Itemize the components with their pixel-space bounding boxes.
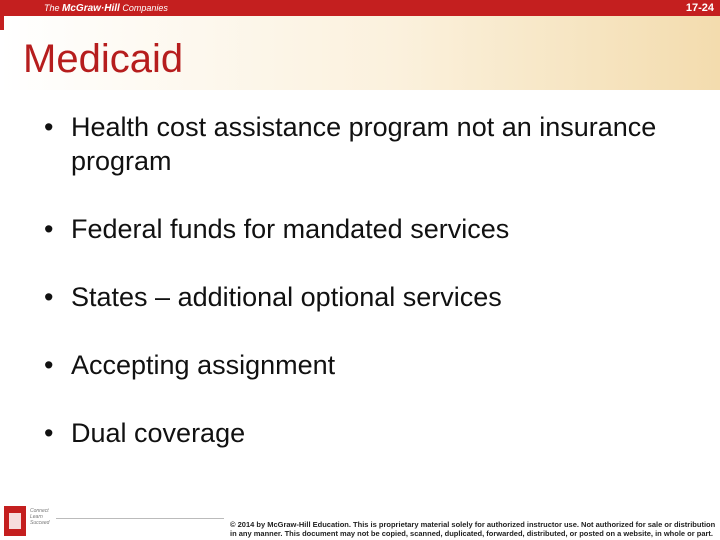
bullet-text: Accepting assignment bbox=[71, 350, 336, 380]
bullet-list bbox=[44, 110, 684, 484]
bullet-item bbox=[44, 110, 684, 178]
copyright-notice: © 2014 by McGraw-Hill Education. This is proprietary material solely for authorized instructor use. Not authorized for sale or distribution in any manner. This document may not be copied, scanned, duplicated, forwarded, distributed, or posted on a website, in whole or part. bbox=[230, 520, 716, 538]
bullet-item bbox=[44, 348, 684, 382]
footer-divider bbox=[56, 518, 224, 519]
bullet-item bbox=[44, 212, 684, 246]
bullet-text: Federal funds for mandated services bbox=[71, 214, 510, 244]
bullet-text: Dual coverage bbox=[71, 418, 246, 448]
mcgraw-hill-logo-icon bbox=[4, 506, 26, 536]
header-bar bbox=[0, 0, 720, 16]
bullet-item bbox=[44, 280, 684, 314]
brand-name: McGraw·Hill bbox=[62, 3, 120, 14]
bullet-item bbox=[44, 416, 684, 450]
brand-suffix: Companies bbox=[122, 3, 168, 13]
publisher-brand bbox=[44, 1, 168, 15]
side-accent bbox=[0, 16, 4, 30]
bullet-dot-icon: • bbox=[44, 350, 54, 380]
bullet-dot-icon: • bbox=[44, 112, 54, 142]
brand-prefix: The bbox=[44, 3, 60, 13]
slide-number: 17-24 bbox=[685, 2, 714, 14]
bullet-dot-icon: • bbox=[44, 214, 54, 244]
bullet-dot-icon: • bbox=[44, 418, 54, 448]
bullet-text: States – additional optional services bbox=[71, 282, 502, 312]
bullet-dot-icon: • bbox=[44, 282, 54, 312]
logo-tagline: Connect Learn Succeed bbox=[30, 508, 50, 526]
bullet-text: Health cost assistance program not an insurance program bbox=[71, 112, 657, 176]
slide-title: Medicaid bbox=[23, 37, 184, 81]
